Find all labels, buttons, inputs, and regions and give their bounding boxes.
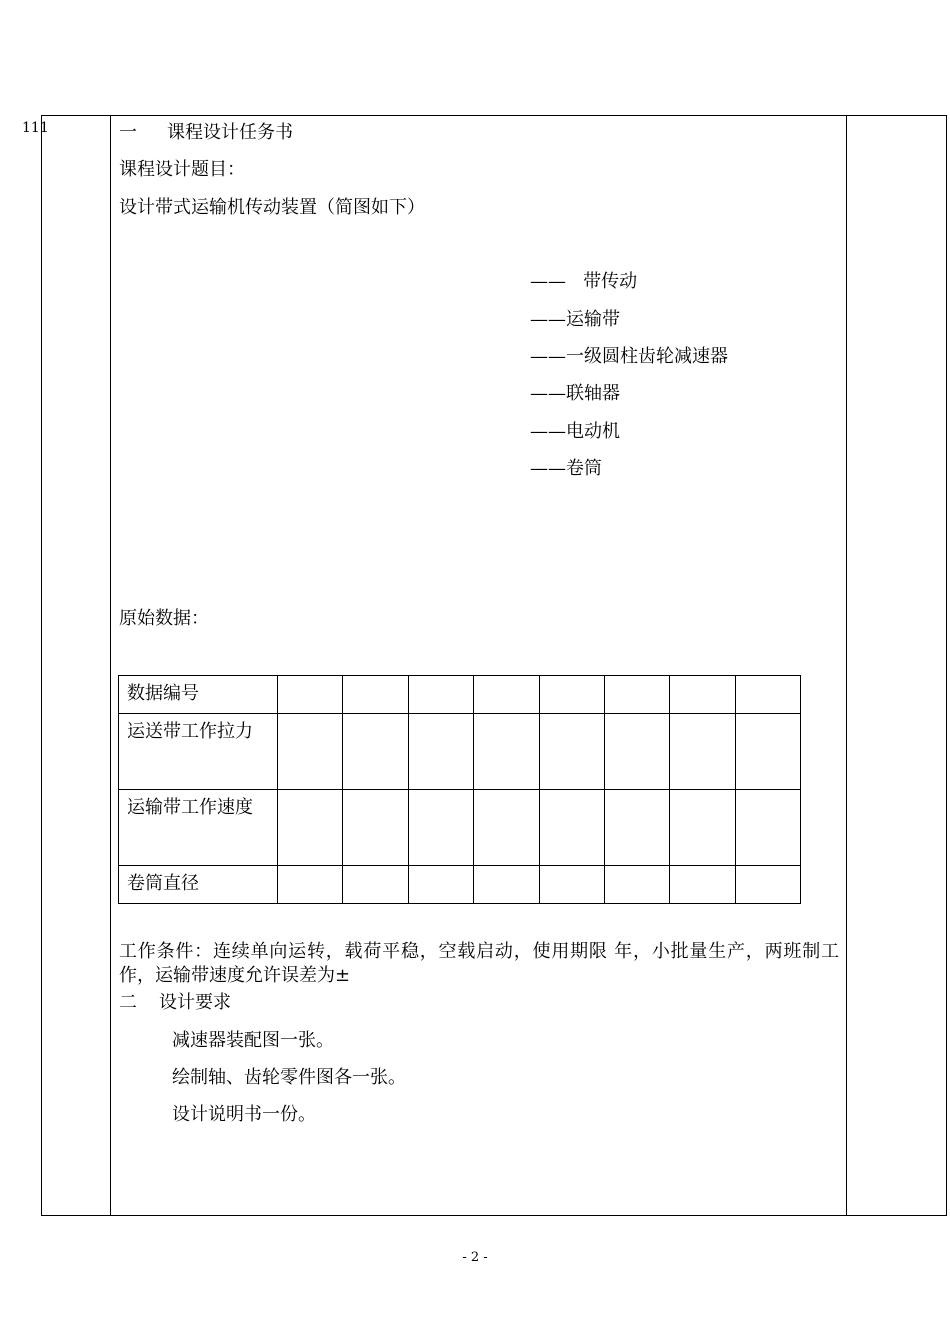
page-number: - 2 -	[462, 1250, 488, 1265]
table-cell	[474, 866, 539, 904]
table-cell	[670, 790, 735, 866]
table-row	[119, 714, 801, 790]
table-cell	[670, 714, 735, 790]
table-cell	[474, 676, 539, 714]
table-cell	[539, 866, 604, 904]
table-cell	[670, 676, 735, 714]
section1-title: 课程设计任务书	[167, 122, 293, 143]
table-cell	[278, 714, 343, 790]
table-row	[119, 866, 801, 904]
row-label: 运送带工作拉力	[119, 714, 278, 790]
legend-item-coupling: ——联轴器	[530, 383, 620, 404]
table-cell	[408, 676, 473, 714]
table-cell	[343, 790, 408, 866]
row-label: 数据编号	[119, 676, 278, 714]
section2-number: 二	[119, 992, 137, 1013]
original-data-table	[118, 675, 801, 904]
table-row	[119, 676, 801, 714]
table-cell	[604, 676, 669, 714]
topic-label: 课程设计题目：	[119, 159, 245, 180]
table-cell	[278, 790, 343, 866]
table-cell	[604, 866, 669, 904]
requirement-item: 设计说明书一份。	[172, 1104, 316, 1125]
row-label: 卷筒直径	[119, 866, 278, 904]
table-cell	[539, 714, 604, 790]
legend-item-motor: ——电动机	[530, 421, 620, 442]
table-cell	[735, 866, 800, 904]
table-cell	[670, 866, 735, 904]
topic-text: 设计带式运输机传动装置（简图如下）	[119, 197, 425, 218]
section1-number: 一	[119, 122, 137, 143]
original-data-label: 原始数据：	[119, 608, 209, 629]
table-cell	[408, 790, 473, 866]
requirement-item: 减速器装配图一张。	[172, 1030, 334, 1051]
table-cell	[474, 714, 539, 790]
table-cell	[343, 866, 408, 904]
table-cell	[474, 790, 539, 866]
requirement-item: 绘制轴、齿轮零件图各一张。	[172, 1067, 406, 1088]
table-cell	[604, 714, 669, 790]
table-cell	[408, 714, 473, 790]
row-label: 运输带工作速度	[119, 790, 278, 866]
legend-item-conveyor-belt: ——运输带	[530, 309, 620, 330]
table-cell	[735, 714, 800, 790]
table-cell	[343, 714, 408, 790]
table-cell	[278, 676, 343, 714]
legend-item-drum: ——卷筒	[530, 458, 602, 479]
working-conditions: 工作条件：连续单向运转，载荷平稳，空载启动，使用期限 年，小批量生产，两班制工作，运输带速度允许误差为±	[119, 941, 839, 986]
table-cell	[408, 866, 473, 904]
legend-item-gear-reducer: ——一级圆柱齿轮减速器	[530, 346, 728, 367]
table-cell	[343, 676, 408, 714]
legend-item-belt-drive: —— 带传动	[530, 271, 638, 292]
table-cell	[539, 790, 604, 866]
table-cell	[278, 866, 343, 904]
table-cell	[539, 676, 604, 714]
margin-number: 111	[22, 120, 49, 136]
frame-left-divider	[110, 116, 111, 1215]
table-cell	[735, 790, 800, 866]
table-row	[119, 790, 801, 866]
table-cell	[735, 676, 800, 714]
section2-title: 设计要求	[159, 992, 231, 1013]
frame-right-divider	[846, 116, 847, 1215]
table-cell	[604, 790, 669, 866]
